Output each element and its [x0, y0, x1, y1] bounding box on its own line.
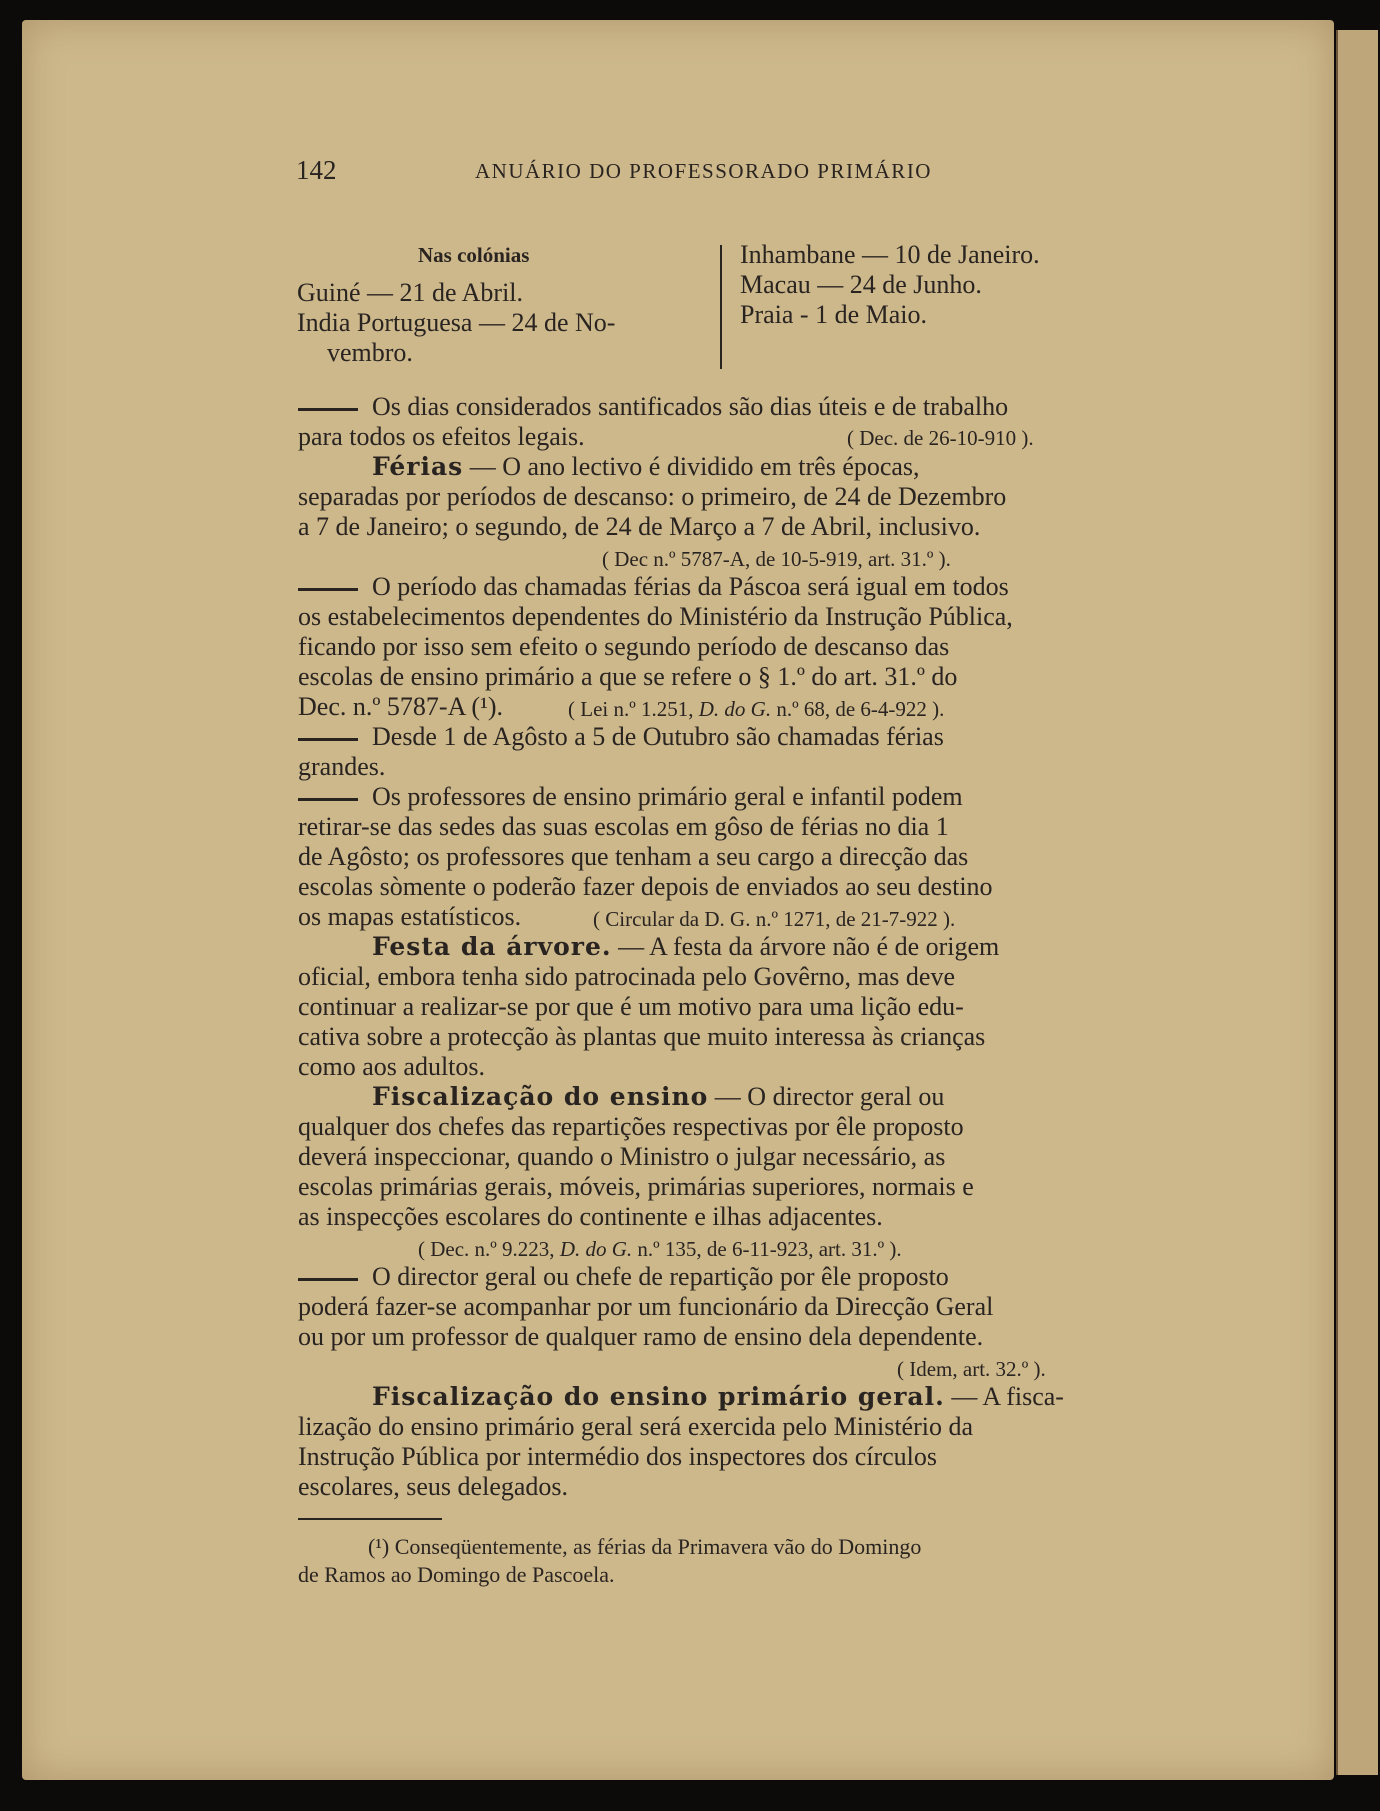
footnote-line-2: de Ramos ao Domingo de Pascoela. [298, 1562, 615, 1587]
fiscgeral-line-3: Instrução Pública por intermédio dos inspectores dos círculos [298, 1442, 938, 1471]
em-rule [298, 408, 358, 411]
p1-ref: ( Dec. de 26-10-910 ). [847, 426, 1034, 450]
ferias-title: Férias [372, 452, 464, 481]
pascoa-line-5: Dec. n.º 5787-A (¹). [298, 692, 504, 721]
pascoa-ref-dg: D. do G. [698, 697, 772, 721]
pascoa-line-1-text: O período das chamadas férias da Páscoa será igual em todos [372, 572, 1009, 601]
director-line-1 [298, 1262, 949, 1292]
grandes-line-1 [298, 722, 944, 752]
pascoa-ref-a: ( Lei n.º 1.251, [568, 697, 699, 721]
p1-line-2: para todos os efeitos legais. [298, 422, 585, 451]
colonias-right-3: Praia - 1 de Maio. [740, 300, 928, 329]
professores-line-1 [298, 782, 963, 812]
colonias-left-3: vembro. [327, 338, 413, 367]
next-page-edge [1336, 30, 1378, 1775]
director-line-2: poderá fazer-se acompanhar por um funcionário da Direcção Geral [298, 1292, 994, 1321]
festa-line-1-text: — A festa da árvore não é de origem [618, 932, 1000, 961]
em-rule [298, 798, 358, 801]
professores-line-1-text: Os professores de ensino primário geral e infantil podem [372, 782, 963, 811]
ferias-ref: ( Dec n.º 5787-A, de 10-5-919, art. 31.º ). [602, 547, 951, 571]
festa-line-4: cativa sobre a protecção às plantas que muito interessa às crianças [298, 1022, 986, 1051]
director-ref: ( Idem, art. 32.º ). [897, 1357, 1046, 1381]
festa-line-5: como aos adultos. [298, 1052, 486, 1081]
page-number: 142 [296, 155, 337, 185]
fiscalizacao-line-1 [372, 1082, 944, 1112]
festa-line-3: continuar a realizar-se por que é um motivo para uma lição edu- [298, 992, 964, 1021]
footnote-rule [298, 1518, 442, 1520]
pascoa-ref-b: n.º 68, de 6-4-922 ). [771, 697, 945, 721]
fiscalizacao-line-2: qualquer dos chefes das repartições respectivas por êle proposto [298, 1112, 964, 1141]
p1-line-1-text: Os dias considerados santificados são dias úteis e de trabalho [372, 392, 1009, 421]
colonias-heading: Nas colónias [418, 243, 530, 267]
fiscalizacao-ref-a: ( Dec. n.º 9.223, [418, 1237, 560, 1261]
p1-line-1 [298, 392, 1008, 422]
ferias-line-1 [372, 452, 920, 482]
director-line-3: ou por um professor de qualquer ramo de ensino dela dependente. [298, 1322, 984, 1351]
festa-title: Festa da árvore. [372, 932, 612, 961]
grandes-line-1-text: Desde 1 de Agôsto a 5 de Outubro são chamadas férias [372, 722, 944, 751]
fiscgeral-line-2: lização do ensino primário geral será exercida pelo Ministério da [298, 1412, 974, 1441]
festa-line-2: oficial, embora tenha sido patrocinada pelo Govêrno, mas deve [298, 962, 955, 991]
fiscalizacao-line-4: escolas primárias gerais, móveis, primárias superiores, normais e [298, 1172, 974, 1201]
fiscalizacao-ref [418, 1234, 902, 1264]
professores-line-4: escolas sòmente o poderão fazer depois de enviados ao seu destino [298, 872, 993, 901]
director-line-1-text: O director geral ou chefe de repartição por êle proposto [372, 1262, 949, 1291]
fiscgeral-line-4: escolares, seus delegados. [298, 1472, 569, 1501]
fiscalizacao-line-3: deverá inspeccionar, quando o Ministro o julgar necessário, as [298, 1142, 946, 1171]
fiscalizacao-title: Fiscalização do ensino [372, 1082, 709, 1111]
em-rule [298, 738, 358, 741]
professores-line-2: retirar-se das sedes das suas escolas em gôso de férias no dia 1 [298, 812, 949, 841]
colonias-right-2: Macau — 24 de Junho. [740, 270, 982, 299]
ferias-line-2: separadas por períodos de descanso: o primeiro, de 24 de Dezembro [298, 482, 1007, 511]
ferias-line-3: a 7 de Janeiro; o segundo, de 24 de Março a 7 de Abril, inclusivo. [298, 512, 981, 541]
pascoa-line-3: ficando por isso sem efeito o segundo período de descanso das [298, 632, 950, 661]
em-rule [298, 588, 358, 591]
fiscgeral-title: Fiscalização do ensino primário geral. [372, 1382, 945, 1411]
pascoa-ref [568, 694, 944, 724]
professores-line-3: de Agôsto; os professores que tenham a seu cargo a direcção das [298, 842, 969, 871]
running-title: ANUÁRIO DO PROFESSORADO PRIMÁRIO [475, 159, 932, 183]
colonias-left-2: India Portuguesa — 24 de No- [297, 308, 616, 337]
grandes-line-2: grandes. [298, 752, 386, 781]
pascoa-line-1 [298, 572, 1009, 602]
fiscalizacao-ref-dg: D. do G. [559, 1237, 633, 1261]
fiscgeral-line-1-text: — A fisca- [951, 1382, 1064, 1411]
colonias-right-1: Inhambane — 10 de Janeiro. [740, 240, 1040, 269]
fiscgeral-line-1 [372, 1382, 1064, 1412]
fiscalizacao-line-1-text: — O director geral ou [714, 1082, 945, 1111]
colonias-left-1: Guiné — 21 de Abril. [297, 278, 524, 307]
festa-line-1 [372, 932, 999, 962]
pascoa-line-4: escolas de ensino primário a que se refere o § 1.º do art. 31.º do [298, 662, 958, 691]
fiscalizacao-ref-b: n.º 135, de 6-11-923, art. 31.º ). [632, 1237, 902, 1261]
pascoa-line-2: os estabelecimentos dependentes do Ministério da Instrução Pública, [298, 602, 1013, 631]
ferias-line-1-text: — O ano lectivo é dividido em três épocas, [469, 452, 920, 481]
fiscalizacao-line-5: as inspecções escolares do continente e ilhas adjacentes. [298, 1202, 883, 1231]
em-rule [298, 1278, 358, 1281]
column-divider [720, 245, 722, 369]
professores-line-5: os mapas estatísticos. [298, 902, 522, 931]
footnote-line-1: (¹) Conseqüentemente, as férias da Primavera vão do Domingo [368, 1534, 922, 1559]
professores-ref: ( Circular da D. G. n.º 1271, de 21-7-922 ). [593, 907, 956, 931]
